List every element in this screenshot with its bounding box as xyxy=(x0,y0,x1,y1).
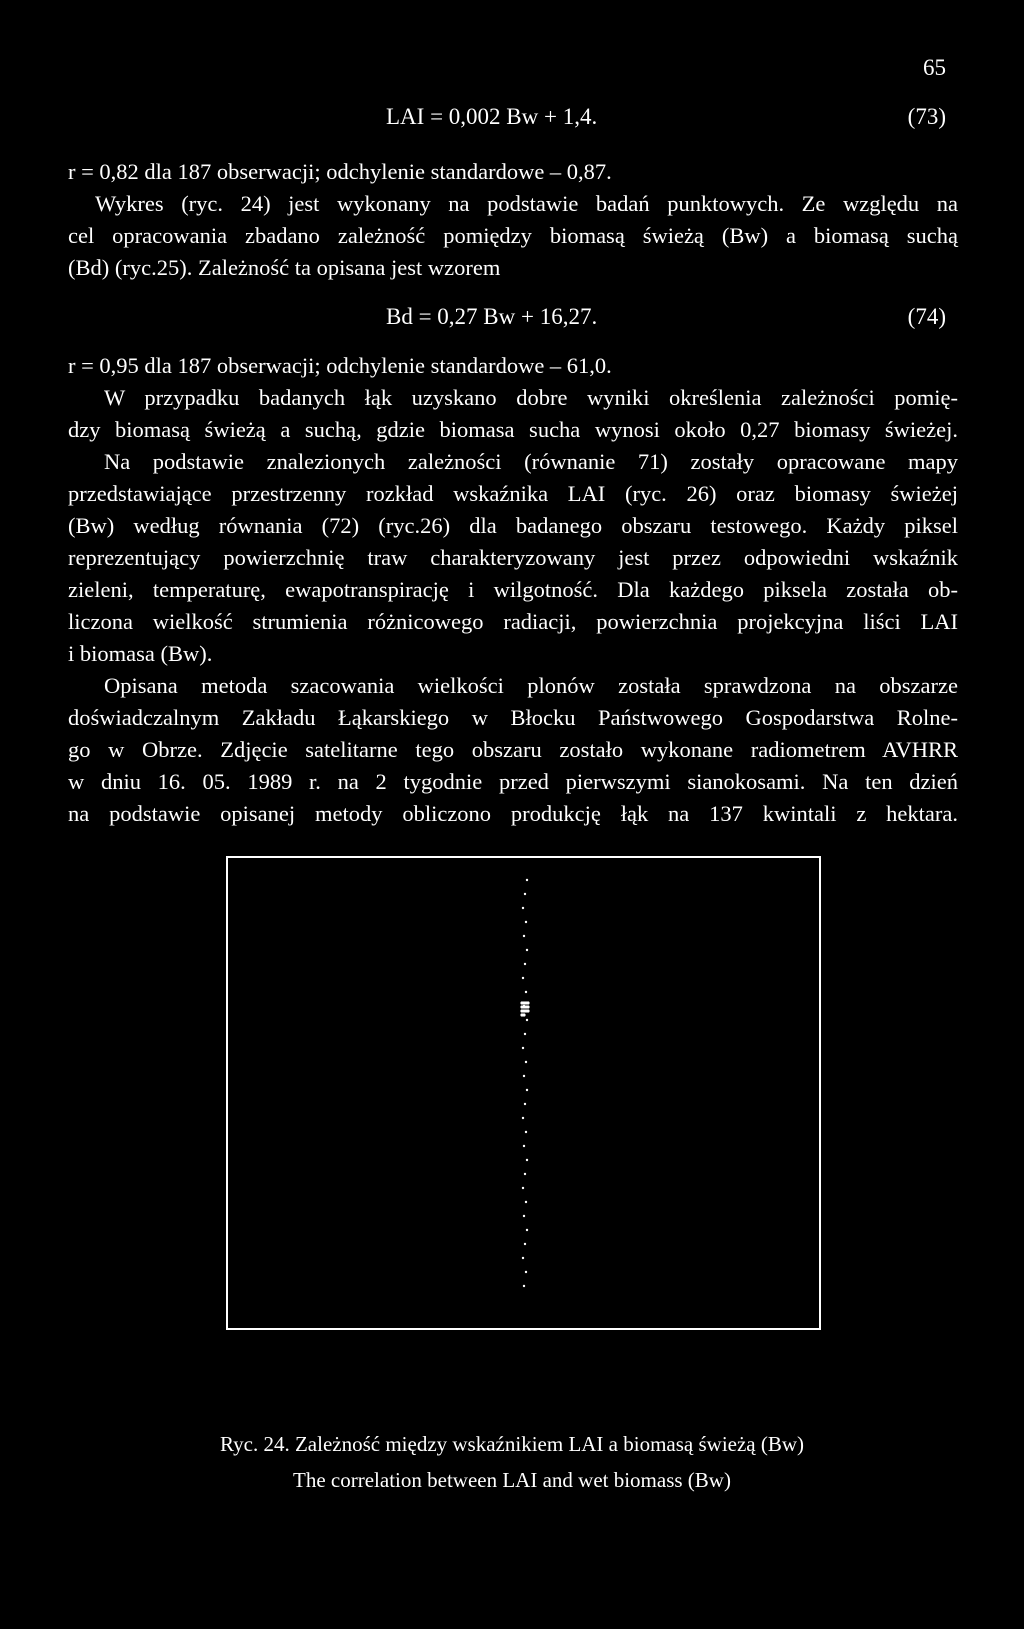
text-line-9: przedstawiające przestrzenny rozkład wskaźnika LAI (ryc. 26) oraz biomasy świeżej xyxy=(68,481,958,506)
figure-point xyxy=(526,1089,528,1091)
figure-point xyxy=(525,1201,527,1203)
figure-point xyxy=(524,963,526,965)
figure-point xyxy=(522,1117,524,1119)
text-line-2: Wykres (ryc. 24) jest wykonany na podstawie badań punktowych. Ze względu na xyxy=(95,191,958,216)
text-line-18: w dniu 16. 05. 1989 r. na 2 tygodnie przed pierwszymi sianokosami. Na ten dzień xyxy=(68,769,958,794)
text-line-14: i biomasa (Bw). xyxy=(68,641,213,666)
page-number: 65 xyxy=(923,55,946,80)
figure-point-cluster xyxy=(526,1005,529,1008)
figure-point-cluster xyxy=(526,1001,529,1004)
text-line-3: cel opracowania zbadano zależność pomiędzy biomasą świeżą (Bw) a biomasą suchą xyxy=(68,223,958,248)
figure-point xyxy=(524,1103,526,1105)
figure-point xyxy=(525,991,527,993)
figure-caption-polish: Ryc. 24. Zależność między wskaźnikiem LAI a biomasą świeżą (Bw) xyxy=(219,1432,805,1456)
equation-74 xyxy=(0,304,1024,336)
figure-point xyxy=(525,1271,527,1273)
figure-point xyxy=(526,1229,528,1231)
figure-point xyxy=(525,1061,527,1063)
text-line-15: Opisana metoda szacowania wielkości plonów została sprawdzona na obszarze xyxy=(104,673,958,698)
figure-point xyxy=(524,1033,526,1035)
text-line-19: na podstawie opisanej metody obliczono produkcję łąk na 137 kwintali z hektara. xyxy=(68,801,958,826)
equation-74-number: (74) xyxy=(907,304,946,329)
figure-point xyxy=(522,1257,524,1259)
text-line-11: reprezentujący powierzchnię traw charakteryzowany jest przez odpowiedni wskaźnik xyxy=(68,545,958,570)
figure-point xyxy=(522,1187,524,1189)
figure-point xyxy=(525,921,527,923)
figure-point xyxy=(525,1131,527,1133)
figure-24-frame xyxy=(226,856,821,1330)
text-line-16: doświadczalnym Zakładu Łąkarskiego w Błocku Państwowego Gospodarstwa Rolne- xyxy=(68,705,958,730)
figure-point xyxy=(522,977,524,979)
text-line-7: dzy biomasą świeżą a suchą, gdzie biomasa sucha wynosi około 0,27 biomasy świeżej. xyxy=(68,417,958,442)
figure-point xyxy=(522,1047,524,1049)
text-line-10: (Bw) według równania (72) (ryc.26) dla badanego obszaru testowego. Każdy piksel xyxy=(68,513,958,538)
figure-point-cluster xyxy=(526,1009,529,1012)
text-line-8: Na podstawie znalezionych zależności (równanie 71) zostały opracowane mapy xyxy=(104,449,958,474)
figure-caption-english: The correlation between LAI and wet biomass (Bw) xyxy=(293,1468,731,1492)
equation-74-formula: Bd = 0,27 Bw + 16,27. xyxy=(386,304,598,329)
text-line-13: liczona wielkość strumienia różnicowego radiacji, powierzchnia projekcyjna liści LAI xyxy=(68,609,958,634)
figure-point xyxy=(523,1285,525,1287)
figure-point xyxy=(523,935,525,937)
equation-73-formula: LAI = 0,002 Bw + 1,4. xyxy=(386,104,598,129)
figure-point xyxy=(523,1075,525,1077)
equation-73-number: (73) xyxy=(907,104,946,129)
text-line-4: (Bd) (ryc.25). Zależność ta opisana jest wzorem xyxy=(68,255,501,280)
figure-point xyxy=(526,949,528,951)
figure-point xyxy=(523,1145,525,1147)
text-line-6: W przypadku badanych łąk uzyskano dobre wyniki określenia zależności pomię- xyxy=(104,385,958,410)
equation-73 xyxy=(0,104,1024,136)
figure-24-scatter xyxy=(228,858,819,1328)
figure-point xyxy=(524,1173,526,1175)
figure-point xyxy=(522,907,524,909)
figure-point xyxy=(524,1243,526,1245)
text-line-5: r = 0,95 dla 187 obserwacji; odchylenie standardowe – 61,0. xyxy=(68,353,612,378)
text-line-1: r = 0,82 dla 187 obserwacji; odchylenie standardowe – 0,87. xyxy=(68,159,612,184)
figure-point xyxy=(526,1019,528,1021)
figure-point xyxy=(524,893,526,895)
figure-point xyxy=(523,1215,525,1217)
figure-point xyxy=(526,1159,528,1161)
text-line-17: go w Obrze. Zdjęcie satelitarne tego obszaru zostało wykonane radiometrem AVHRR xyxy=(68,737,958,762)
figure-point-cluster xyxy=(522,1013,525,1016)
text-line-12: zieleni, temperaturę, ewapotranspirację i wilgotność. Dla każdego piksela została ob- xyxy=(68,577,958,602)
figure-point xyxy=(526,879,528,881)
